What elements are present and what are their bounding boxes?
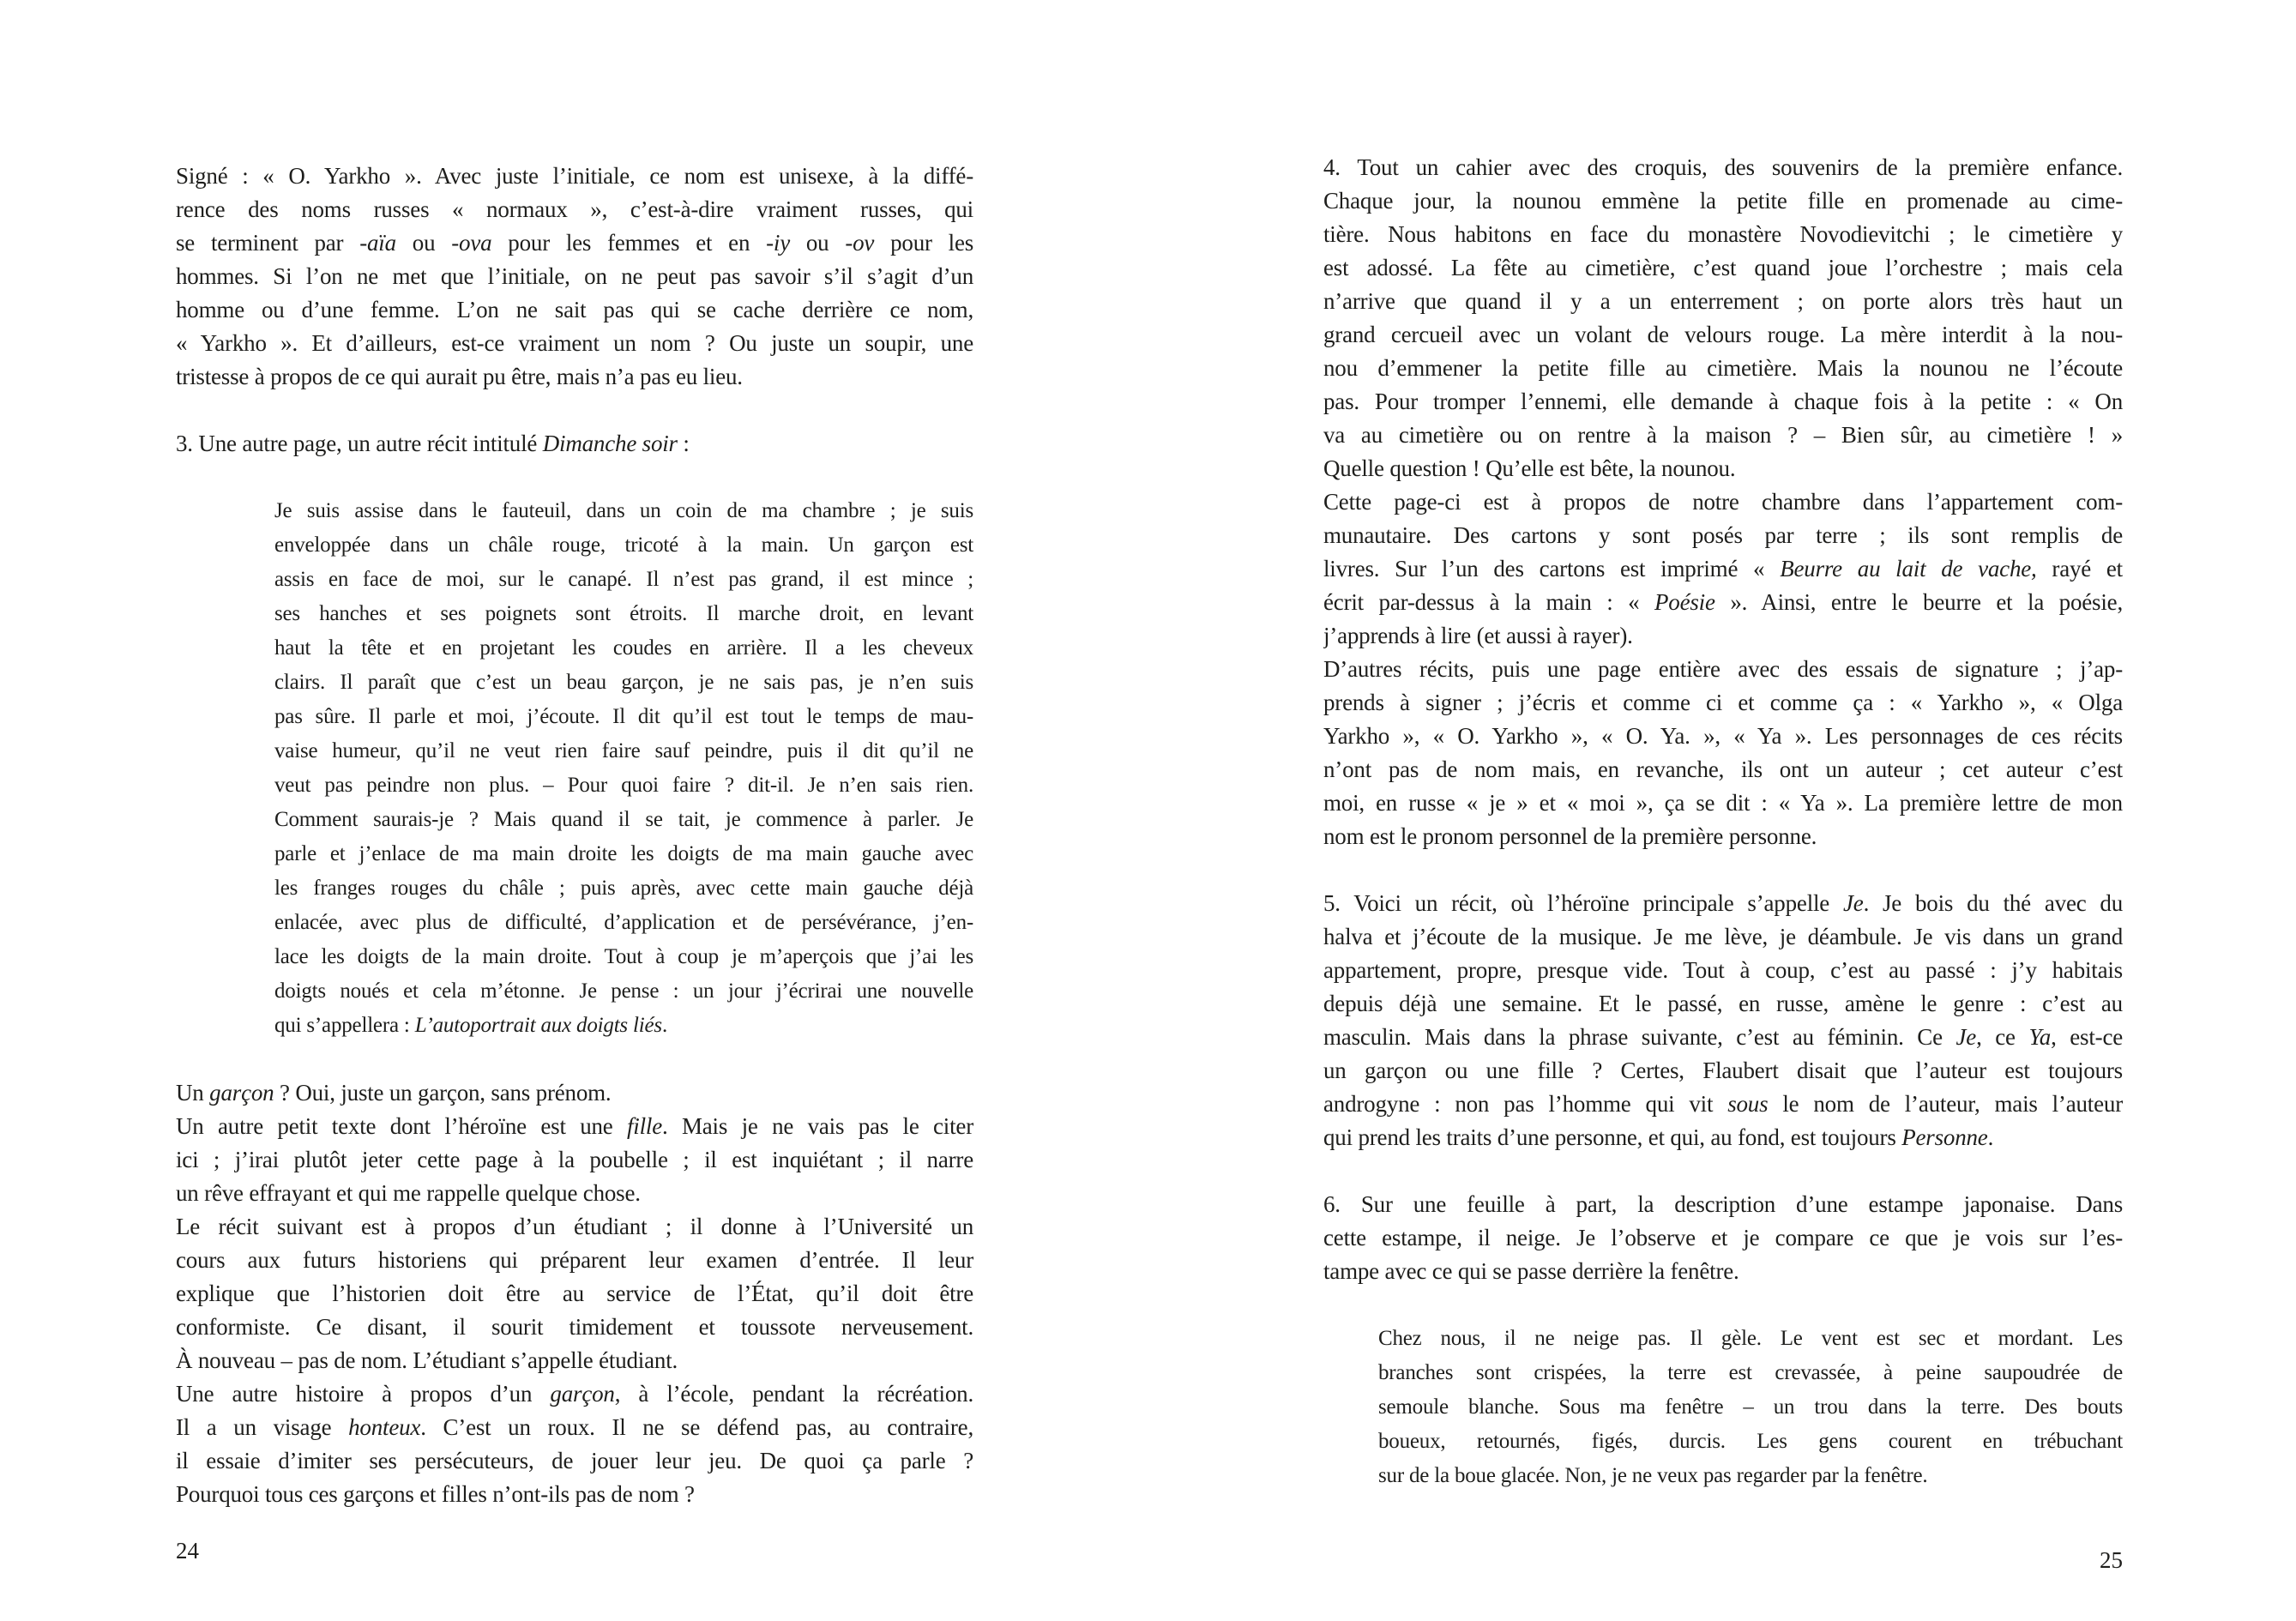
paragraph <box>176 1210 973 1377</box>
text-line: Chez nous, il ne neige pas. Il gèle. Le vent est sec et mordant. Les <box>1378 1327 2123 1350</box>
blank-line <box>176 1043 973 1076</box>
text-line: 4. Tout un cahier avec des croquis, des souvenirs de la première enfance. <box>1323 154 2123 180</box>
text-line: homme ou d’une femme. L’on ne sait pas qui se cache derrière ce nom, <box>176 297 973 322</box>
blank-line <box>176 394 973 427</box>
italic-text: sous <box>1727 1091 1769 1117</box>
text-line: Comment saurais-je ? Mais quand il se tait, je commence à parler. Je <box>274 808 973 831</box>
italic-text: -iy <box>766 230 791 256</box>
text-line: est adossé. La fête au cimetière, c’est quand joue l’orchestre ; mais cela <box>1323 255 2123 280</box>
text-line: 3. Une autre page, un autre récit intitulé Dimanche soir : <box>176 431 690 456</box>
text-line: appartement, propre, presque vide. Tout à coup, c’est au passé : j’y habitais <box>1323 957 2123 983</box>
text-line: pas. Pour tromper l’ennemi, elle demande à chaque fois à la petite : « On <box>1323 389 2123 414</box>
text-line: semoule blanche. Sous ma fenêtre – un trou dans la terre. Des bouts <box>1378 1395 2123 1419</box>
paragraph <box>1323 485 2123 653</box>
text-line: moi, en russe « je » et « moi », ça se dit : « Ya ». La première lettre de mon <box>1323 790 2123 816</box>
paragraph <box>1323 151 2123 485</box>
blank-line <box>176 461 973 494</box>
text-line: Cette page-ci est à propos de notre chambre dans l’appartement com- <box>1323 489 2123 515</box>
text-line: Yarkho », « O. Yarkho », « O. Ya. », « Ya ». Les personnages de ces récits <box>1323 723 2123 749</box>
text-line: prends à signer ; j’écris et comme ci et comme ça : « Yarkho », « Olga <box>1323 690 2123 715</box>
paragraph <box>1323 887 2123 1154</box>
italic-text: L’autoportrait aux doigts liés <box>414 1014 662 1037</box>
text-line: un garçon ou une fille ? Certes, Flaubert disait que l’auteur est toujours <box>1323 1058 2123 1083</box>
text-line: lace les doigts de la main droite. Tout à coup je m’aperçois que j’ai les <box>274 945 973 968</box>
text-line: À nouveau – pas de nom. L’étudiant s’appelle étudiant. <box>176 1347 678 1373</box>
text-line: « Yarkho ». Et d’ailleurs, est-ce vraiment un nom ? Ou juste un soupir, une <box>176 330 973 356</box>
italic-text: Ya <box>2028 1024 2052 1050</box>
paragraph <box>1323 1188 2123 1288</box>
italic-text: garçon <box>209 1080 274 1106</box>
italic-text: honteux <box>348 1414 421 1440</box>
text-line: Chaque jour, la nounou emmène la petite fille en promenade au cime- <box>1323 188 2123 214</box>
text-line: androgyne : non pas l’homme qui vit sous le nom de l’auteur, mais l’auteur <box>1323 1091 2123 1117</box>
text-line: parle et j’enlace de ma main droite les doigts de ma main gauche avec <box>274 842 973 865</box>
text-line: assis en face de moi, sur le canapé. Il n’est pas grand, il est mince ; <box>274 568 973 591</box>
blank-line <box>1323 853 2123 887</box>
text-line: enlacée, avec plus de difficulté, d’application et de persévérance, j’en- <box>274 911 973 934</box>
text-line: va au cimetière ou on rentre à la maison ? – Bien sûr, au cimetière ! » <box>1323 422 2123 448</box>
text-line: boueux, retournés, figés, durcis. Les gens courent en trébuchant <box>1378 1430 2123 1453</box>
italic-text: Poésie <box>1654 589 1715 615</box>
paragraph <box>176 1076 973 1110</box>
text-line: doigts noués et cela m’étonne. Je pense : un jour j’écrirai une nouvelle <box>274 979 973 1003</box>
text-line: depuis déjà une semaine. Et le passé, en russe, amène le genre : c’est au <box>1323 991 2123 1016</box>
text-line: tampe avec ce qui se passe derrière la fenêtre. <box>1323 1258 1739 1284</box>
text-line: masculin. Mais dans la phrase suivante, c’est au féminin. Ce Je, ce Ya, est-ce <box>1323 1024 2123 1050</box>
text-line: les franges rouges du châle ; puis après, avec cette main gauche déjà <box>274 877 973 900</box>
text-line: livres. Sur l’un des cartons est imprimé « Beurre au lait de vache, rayé et <box>1323 556 2123 582</box>
text-line: Pourquoi tous ces garçons et filles n’ont-ils pas de nom ? <box>176 1481 695 1507</box>
paragraph <box>176 160 973 394</box>
text-line: tristesse à propos de ce qui aurait pu être, mais n’a pas eu lieu. <box>176 364 743 389</box>
text-line: nou d’emmener la petite fille au cimetière. Mais la nounou ne l’écoute <box>1323 355 2123 381</box>
italic-text: -aïa <box>359 230 396 256</box>
text-line: munautaire. Des cartons y sont posés par terre ; ils sont remplis de <box>1323 522 2123 548</box>
text-line: vaise humeur, qu’il ne veut rien faire sauf peindre, puis il dit qu’il ne <box>274 739 973 762</box>
italic-text: Je <box>1956 1024 1977 1050</box>
italic-text: -ova <box>451 230 492 256</box>
text-line: pas sûre. Il parle et moi, j’écoute. Il dit qu’il est tout le temps de mau- <box>274 705 973 728</box>
paragraph <box>176 427 973 461</box>
text-line: il essaie d’imiter ses persécuteurs, de jouer leur jeu. De quoi ça parle ? <box>176 1448 973 1473</box>
text-line: Un autre petit texte dont l’héroïne est une fille. Mais je ne vais pas le citer <box>176 1113 973 1139</box>
text-line: cours aux futurs historiens qui préparent leur examen d’entrée. Il leur <box>176 1247 973 1273</box>
text-line: un rêve effrayant et qui me rappelle quelque chose. <box>176 1180 641 1206</box>
text-line: D’autres récits, puis une page entière avec des essais de signature ; j’ap- <box>1323 656 2123 682</box>
text-line: qui prend les traits d’une personne, et qui, au fond, est toujours Personne. <box>1323 1124 1994 1150</box>
italic-text: Dimanche soir <box>542 431 678 456</box>
text-line: grand cercueil avec un volant de velours rouge. La mère interdit à la nou- <box>1323 322 2123 347</box>
text-line: explique que l’historien doit être au service de l’État, qu’il doit être <box>176 1281 973 1306</box>
italic-text: garçon <box>550 1381 615 1407</box>
text-line: halva et j’écoute de la musique. Je me lève, je déambule. Je vis dans un grand <box>1323 924 2123 949</box>
text-line: n’arrive que quand il y a un enterrement ; on porte alors très haut un <box>1323 288 2123 314</box>
text-line: conformiste. Ce disant, il sourit timidement et toussote nerveusement. <box>176 1314 973 1340</box>
text-line: Il a un visage honteux. C’est un roux. Il ne se défend pas, au contraire, <box>176 1414 973 1440</box>
text-line: ses hanches et ses poignets sont étroits. Il marche droit, en levant <box>274 602 973 625</box>
text-line: 6. Sur une feuille à part, la description d’une estampe japonaise. Dans <box>1323 1191 2123 1217</box>
page-number-right: 25 <box>2100 1547 2123 1573</box>
text-line: écrit par-dessus à la main : « Poésie ». Ainsi, entre le beurre et la poésie, <box>1323 589 2123 615</box>
page-right-text-column <box>1323 151 2123 1493</box>
text-line: branches sont crispées, la terre est crevassée, à peine saupoudrée de <box>1378 1361 2123 1384</box>
italic-text: Personne <box>1901 1124 1988 1150</box>
text-line: Signé : « O. Yarkho ». Avec juste l’initiale, ce nom est unisexe, à la diffé- <box>176 163 973 189</box>
italic-text: Beurre au lait de vache, <box>1780 556 2037 582</box>
page-number-left: 24 <box>176 1538 199 1564</box>
text-line: nom est le pronom personnel de la première personne. <box>1323 823 1817 849</box>
text-line: cette estampe, il neige. Je l’observe et je compare ce que je vois sur l’es- <box>1323 1225 2123 1250</box>
paragraph <box>176 1377 973 1511</box>
text-line: veut pas peindre non plus. – Pour quoi faire ? dit-il. Je n’en sais rien. <box>274 774 973 797</box>
text-line: Quelle question ! Qu’elle est bête, la nounou. <box>1323 455 1736 481</box>
text-line: Une autre histoire à propos d’un garçon, à l’école, pendant la récréation. <box>176 1381 973 1407</box>
text-line: rence des noms russes « normaux », c’est-à-dire vraiment russes, qui <box>176 196 973 222</box>
quote-block <box>274 494 973 1043</box>
blank-line <box>1323 1288 2123 1322</box>
italic-text: Je <box>1842 890 1864 916</box>
text-line: clairs. Il paraît que c’est un beau garçon, je ne sais pas, je n’en suis <box>274 671 973 694</box>
page-left-text-column <box>176 160 973 1511</box>
text-line: tière. Nous habitons en face du monastère Novodievitchi ; le cimetière y <box>1323 221 2123 247</box>
text-line: ici ; j’irai plutôt jeter cette page à la poubelle ; il est inquiétant ; il narre <box>176 1147 973 1172</box>
text-line: Un garçon ? Oui, juste un garçon, sans prénom. <box>176 1080 612 1106</box>
text-line: n’ont pas de nom mais, en revanche, ils ont un auteur ; cet auteur c’est <box>1323 756 2123 782</box>
text-line: enveloppée dans un châle rouge, tricoté à la main. Un garçon est <box>274 533 973 557</box>
quote-block <box>1378 1322 2123 1493</box>
text-line: 5. Voici un récit, où l’héroïne principale s’appelle Je. Je bois du thé avec du <box>1323 890 2123 916</box>
text-line: se terminent par -aïa ou -ova pour les femmes et en -iy ou -ov pour les <box>176 230 973 256</box>
text-line: j’apprends à lire (et aussi à rayer). <box>1323 623 1633 648</box>
text-line: sur de la boue glacée. Non, je ne veux pas regarder par la fenêtre. <box>1378 1464 1928 1487</box>
text-line: qui s’appellera : L’autoportrait aux doigts liés. <box>274 1014 667 1037</box>
blank-line <box>1323 1154 2123 1188</box>
text-line: Je suis assise dans le fauteuil, dans un coin de ma chambre ; je suis <box>274 499 973 522</box>
italic-text: -ov <box>845 230 875 256</box>
italic-text: fille <box>627 1113 662 1139</box>
text-line: Le récit suivant est à propos d’un étudiant ; il donne à l’Université un <box>176 1214 973 1239</box>
text-line: haut la tête et en projetant les coudes en arrière. Il a les cheveux <box>274 636 973 660</box>
paragraph <box>176 1110 973 1210</box>
paragraph <box>1323 653 2123 853</box>
text-line: hommes. Si l’on ne met que l’initiale, on ne peut pas savoir s’il s’agit d’un <box>176 263 973 289</box>
